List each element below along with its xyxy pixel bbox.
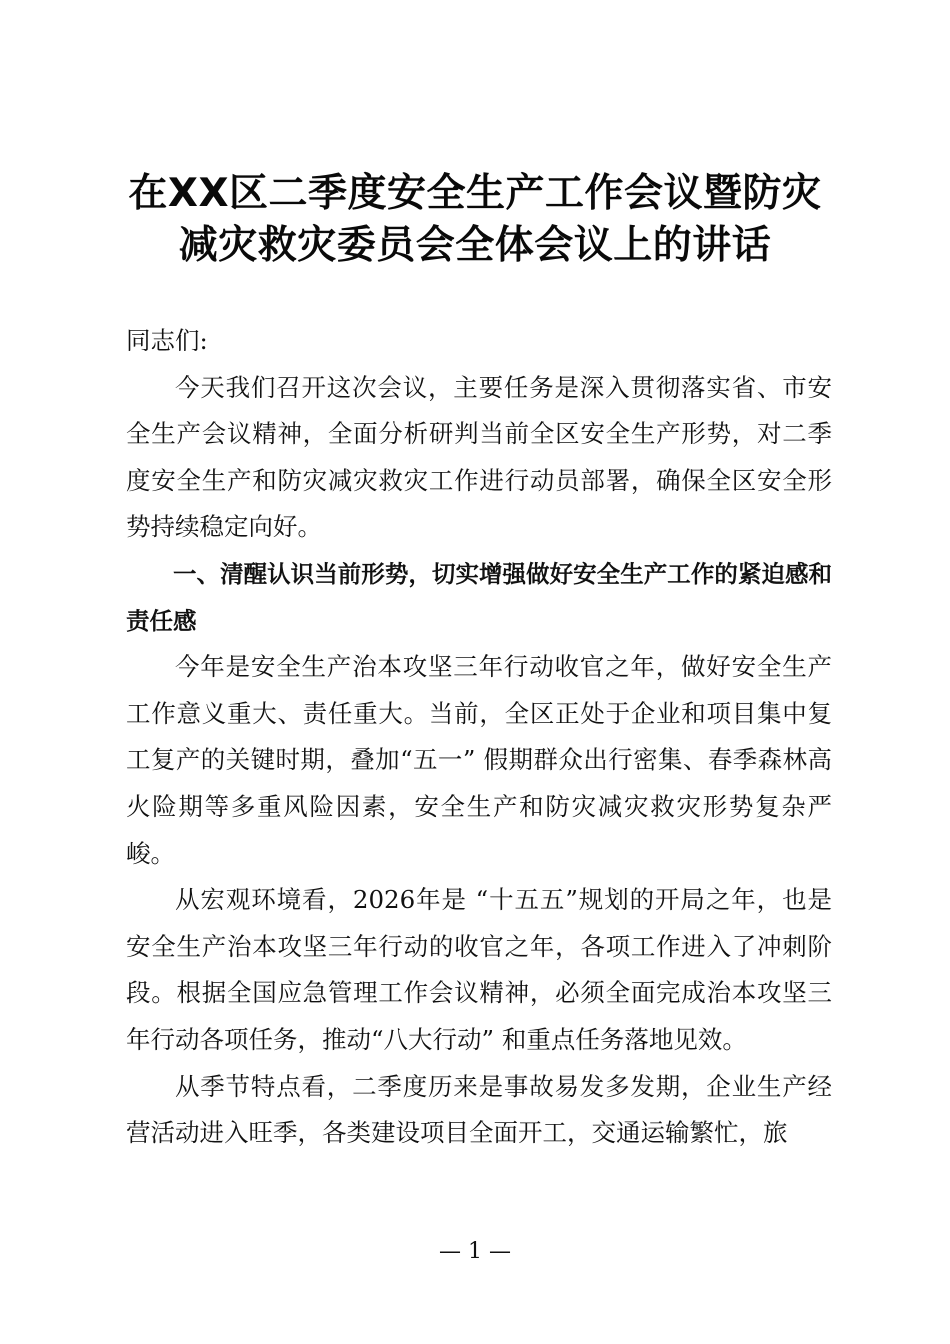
section-heading-1: 一、清醒认识当前形势，切实增强做好安全生产工作的紧迫感和责任感	[126, 559, 832, 635]
paragraph-seasonal: 从季节特点看，二季度历来是事故易发多发期，企业生产经营活动进入旺季，各类建设项目全面开工，交通运输繁忙，旅	[126, 1071, 832, 1148]
salutation: 同志们:	[126, 326, 208, 355]
paragraph-macro-environment: 从宏观环境看，2026年是 “十五五”规划的开局之年，也是安全生产治本攻坚三年行动的收官之年，各项工作进入了冲刺阶段。根据全国应急管理工作会议精神，必须全面完成治本攻坚三年行动各项任务，推动“八大行动” 和重点任务落地见效。	[126, 885, 832, 1054]
paragraph-intro: 今天我们召开这次会议，主要任务是深入贯彻落实省、市安全生产会议精神，全面分析研判当前全区安全生产形势，对二季度安全生产和防灾减灾救灾工作进行动员部署，确保全区安全形势持续稳定向好。	[126, 372, 832, 542]
paragraph-situation: 今年是安全生产治本攻坚三年行动收官之年，做好安全生产工作意义重大、责任重大。当前，全区正处于企业和项目集中复工复产的关键时期，叠加“五一” 假期群众出行密集、春季森林高火险期等多重风险因素，安全生产和防灾减灾救灾形势复杂严峻。	[126, 652, 832, 868]
document-body	[126, 318, 832, 1157]
document-title: 在XX区二季度安全生产工作会议暨防灾减灾救灾委员会全体会议上的讲话	[128, 171, 822, 268]
page-number: — 1 —	[439, 1239, 511, 1264]
